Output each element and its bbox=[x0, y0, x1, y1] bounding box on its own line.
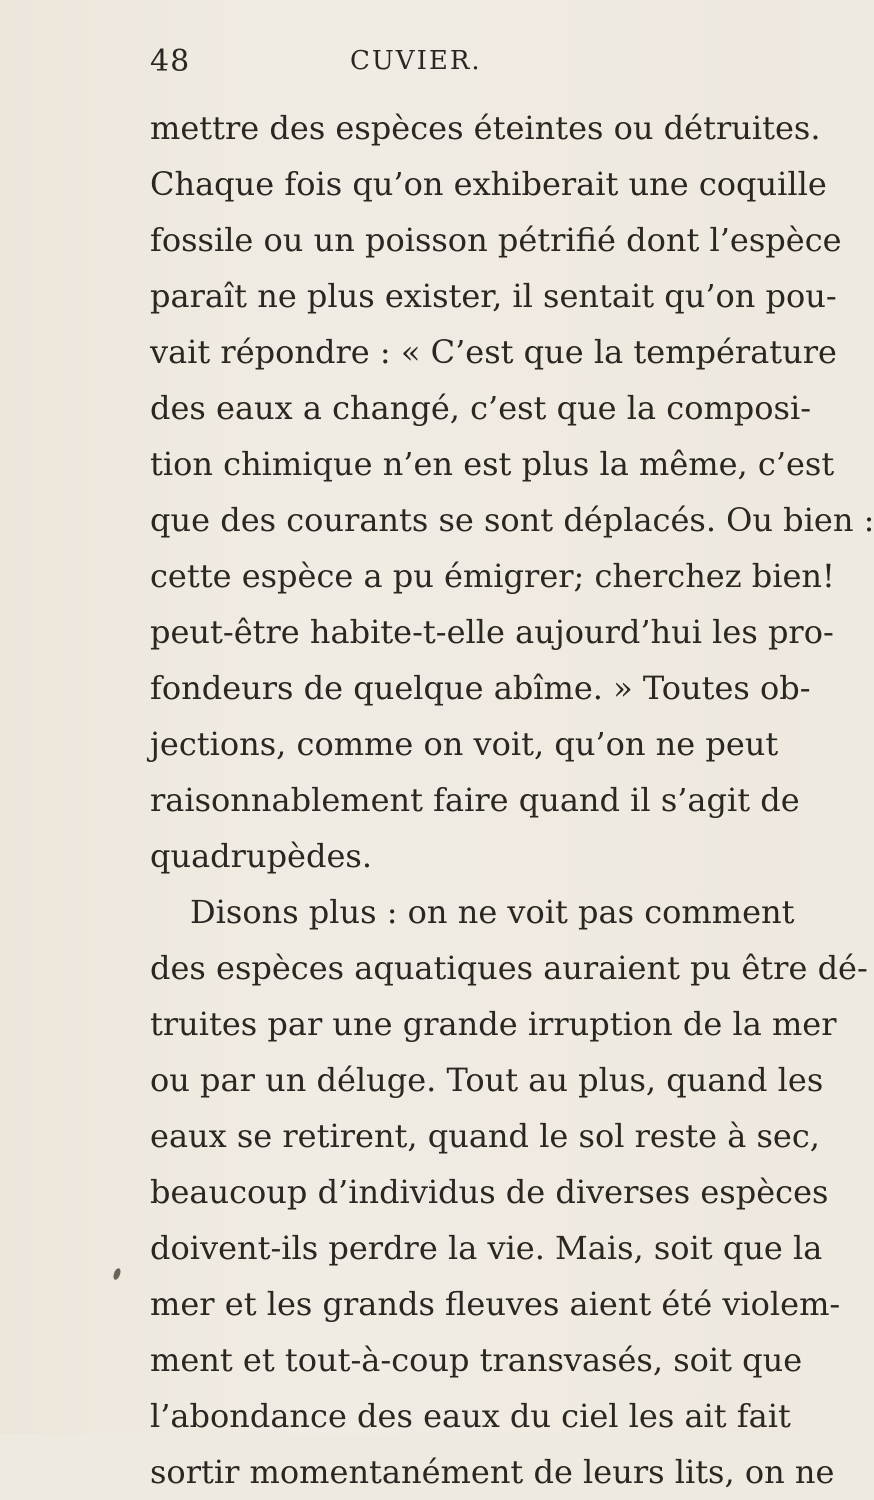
page-number: 48 bbox=[150, 44, 191, 79]
text-line: Disons plus : on ne voit pas comment bbox=[190, 893, 795, 931]
text-line: l’abondance des eaux du ciel les ait fait bbox=[150, 1397, 791, 1435]
text-line: raisonnablement faire quand il s’agit de bbox=[150, 781, 800, 819]
text-line: Chaque fois qu’on exhiberait une coquille bbox=[150, 165, 827, 203]
text-line: fossile ou un poisson pétrifié dont l’espèce bbox=[150, 221, 842, 259]
text-line: cette espèce a pu émigrer; cherchez bien! bbox=[150, 557, 835, 595]
text-line: truites par une grande irruption de la mer bbox=[150, 1005, 837, 1043]
text-line: mettre des espèces éteintes ou détruites. bbox=[150, 109, 821, 147]
text-line: que des courants se sont déplacés. Ou bien : bbox=[150, 501, 874, 539]
text-line: vait répondre : « C’est que la température bbox=[150, 333, 837, 371]
text-line: eaux se retirent, quand le sol reste à sec, bbox=[150, 1117, 820, 1155]
text-line: beaucoup d’individus de diverses espèces bbox=[150, 1173, 829, 1211]
text-line: ou par un déluge. Tout au plus, quand les bbox=[150, 1061, 824, 1099]
text-line: des eaux a changé, c’est que la composi- bbox=[150, 389, 812, 427]
text-line: tion chimique n’en est plus la même, c’est bbox=[150, 445, 835, 483]
body-text bbox=[150, 100, 874, 1500]
text-line: peut-être habite-t-elle aujourd’hui les pro- bbox=[150, 613, 834, 651]
page-header bbox=[150, 44, 770, 84]
text-line: fondeurs de quelque abîme. » Toutes ob- bbox=[150, 669, 811, 707]
text-line: quadrupèdes. bbox=[150, 837, 372, 875]
text-line: mer et les grands fleuves aient été violem- bbox=[150, 1285, 841, 1323]
text-line: des espèces aquatiques auraient pu être dé- bbox=[150, 949, 868, 987]
text-line: ment et tout-à-coup transvasés, soit que bbox=[150, 1341, 803, 1379]
running-head: CUVIER. bbox=[350, 46, 482, 76]
text-line: paraît ne plus exister, il sentait qu’on pou- bbox=[150, 277, 837, 315]
text-line: jections, comme on voit, qu’on ne peut bbox=[150, 725, 779, 763]
ink-mark bbox=[112, 1267, 122, 1280]
text-line: sortir momentanément de leurs lits, on ne bbox=[150, 1453, 835, 1491]
text-line: doivent-ils perdre la vie. Mais, soit que la bbox=[150, 1229, 823, 1267]
